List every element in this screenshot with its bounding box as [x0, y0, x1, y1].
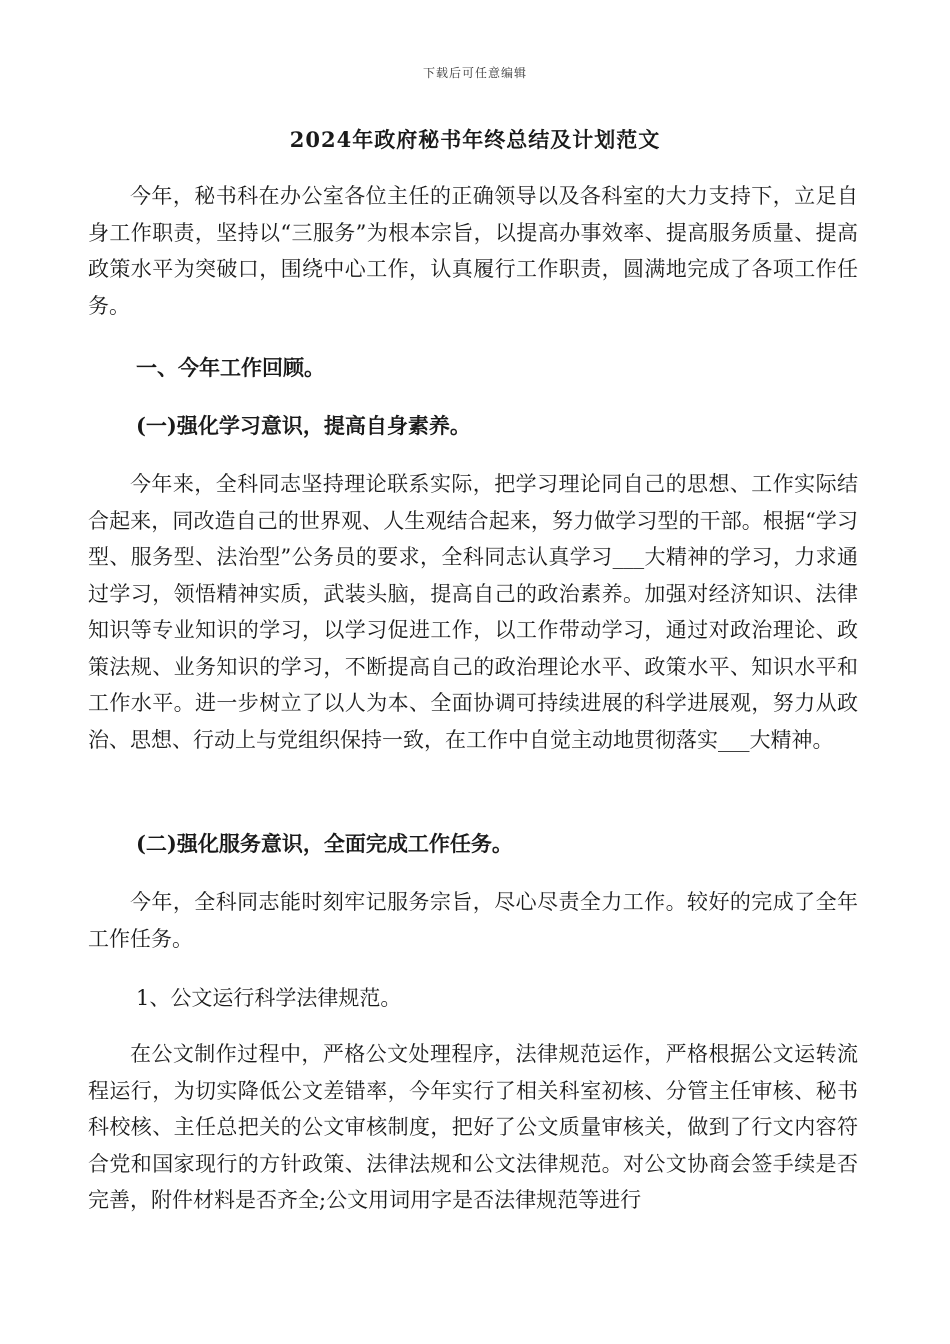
section-heading-review: 一、今年工作回顾。: [136, 355, 325, 380]
intro-paragraph: 今年，秘书科在办公室各位主任的正确领导以及各科室的大力支持下，立足自身工作职责，坚持以“三服务”为根本宗旨，以提高办事效率、提高服务质量、提高政策水平为突破口，围绕中心工作，认真履行工作职责，圆满地完成了各项工作任务。: [88, 184, 858, 318]
item-heading-documents: 1、公文运行科学法律规范。: [136, 986, 402, 1010]
subsection-heading-service: (二)强化服务意识，全面完成工作任务。: [136, 831, 513, 856]
study-paragraph: 今年来，全科同志坚持理论联系实际，把学习理论同自己的思想、工作实际结合起来，同改造自己的世界观、人生观结合起来，努力做学习型的干部。根据“学习型、服务型、法治型”公务员的要求，全科同志认真学习___大精神的学习，力求通过学习，领悟精神实质，武装头脑，提高自己的政治素养。加强对经济知识、法律知识等专业知识的学习，以学习促进工作，以工作带动学习，通过对政治理论、政策法规、业务知识的学习，不断提高自己的政治理论水平、政策水平、知识水平和工作水平。进一步树立了以人为本、全面协调可持续进展的科学进展观，努力从政治、思想、行动上与党组织保持一致，在工作中自觉主动地贯彻落实___大精神。: [88, 472, 858, 752]
document-title: 2024年政府秘书年终总结及计划范文: [289, 127, 661, 152]
service-paragraph: 今年，全科同志能时刻牢记服务宗旨，尽心尽责全力工作。较好的完成了全年工作任务。: [88, 890, 858, 951]
documents-paragraph: 在公文制作过程中，严格公文处理程序，法律规范运作，严格根据公文运转流程运行，为切实降低公文差错率，今年实行了相关科室初核、分管主任审核、秘书科校核、主任总把关的公文审核制度，把好了公文质量审核关，做到了行文内容符合党和国家现行的方针政策、法律法规和公文法律规范。对公文协商会签手续是否完善，附件材料是否齐全;公文用词用字是否法律规范等进行: [88, 1042, 858, 1212]
subsection-heading-study: (一)强化学习意识，提高自身素养。: [136, 413, 471, 438]
header-note: 下载后可任意编辑: [422, 66, 527, 80]
